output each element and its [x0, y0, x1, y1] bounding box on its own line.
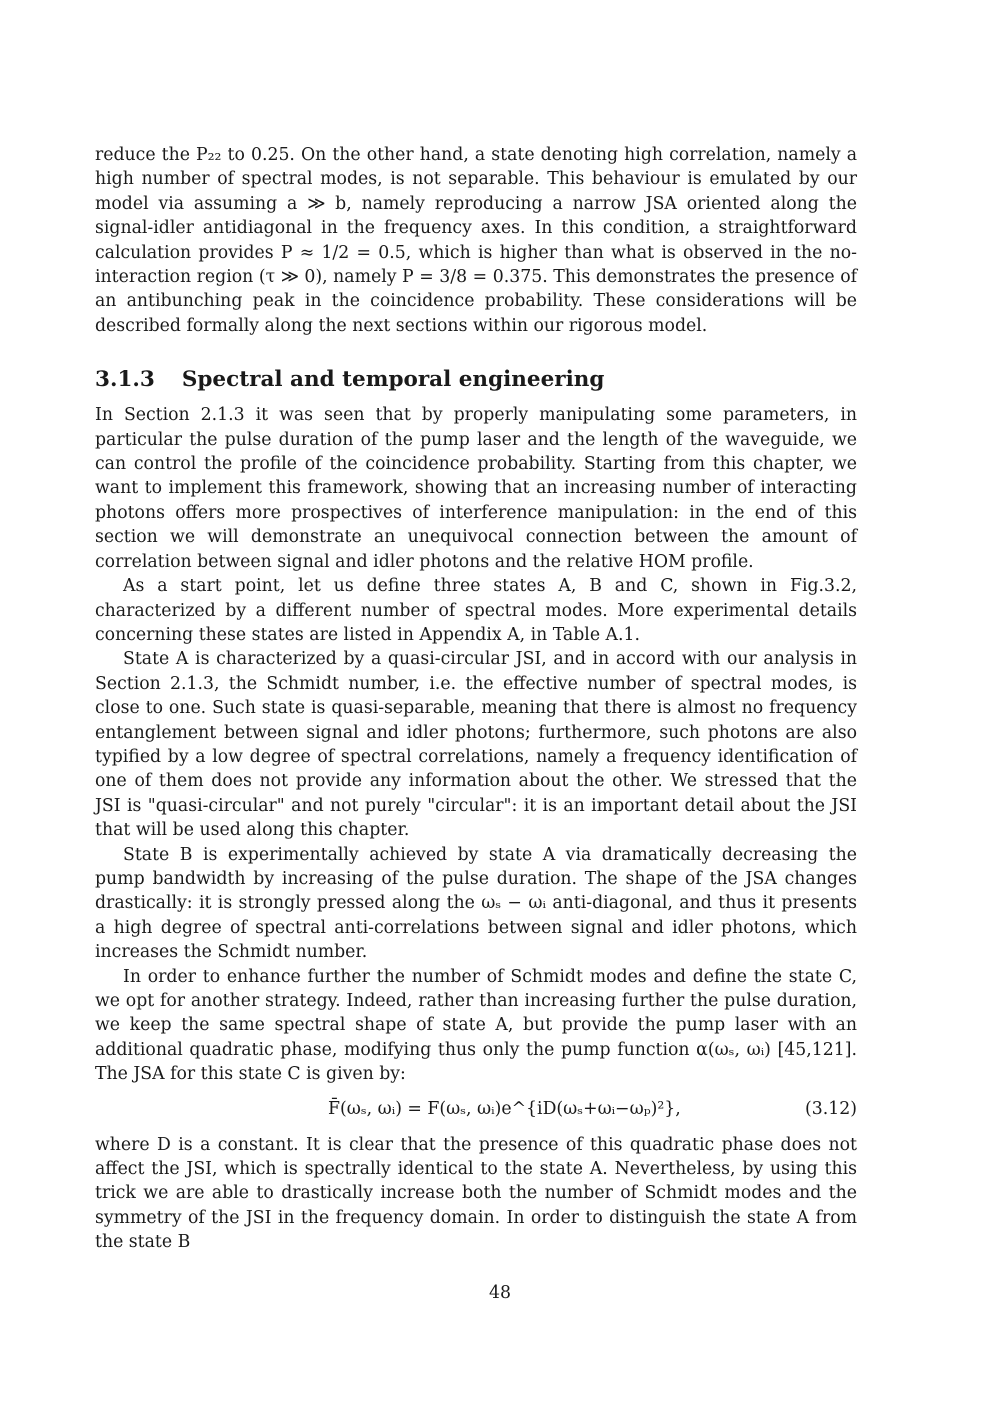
equation-number: (3.12): [805, 1098, 857, 1119]
equation-body: F̄(ωₛ, ωᵢ) = F(ωₛ, ωᵢ)e^{iD(ωₛ+ωᵢ−ωₚ)²},: [328, 1098, 681, 1119]
paragraph-7: where D is a constant. It is clear that the presence of this quadratic phase does not affect the JSI, which is spectrally identical to the state A. Nevertheless, by using this trick we are able to drastically increase both the number of Schmidt modes and the symmetry of the JSI in the frequency domain. In order to distinguish the state A from the state B: [95, 1134, 857, 1253]
paragraph-6: In order to enhance further the number of Schmidt modes and define the state C, we opt for another strategy. Indeed, rather than increasing further the pulse duration, we keep the same spectral shape of state A, but provide the pump laser with an additional quadratic phase, modifying thus only the pump function α(ωₛ, ωᵢ) [45,121]. The JSA for this state C is given by:: [95, 966, 857, 1085]
paragraph-4: State A is characterized by a quasi-circular JSI, and in accord with our analysis in Section 2.1.3, the Schmidt number, i.e. the effective number of spectral modes, is close to one. Such state is quasi-separable, meaning that there is almost no frequency entanglement between signal and idler photons; furthermore, such photons are also typified by a low degree of spectral correlations, namely a frequency identification of one of them does not provide any information about the other. We stressed that the JSI is "quasi-circular" and not purely "circular": it is an important detail about the JSI that will be used along this chapter.: [95, 649, 857, 841]
paragraph-1: reduce the P₂₂ to 0.25. On the other hand, a state denoting high correlation, namely a high number of spectral modes, is not separable. This behaviour is emulated by our model via assuming a ≫ b, namely reproducing a narrow JSA oriented along the signal-idler antidiagonal in the frequency axes. In this condition, a straightforward calculation provides P ≈ 1/2 = 0.5, which is higher than what is observed in the no-interaction region (τ ≫ 0), namely P = 3/8 = 0.375. This demonstrates the presence of an antibunching peak in the coincidence probability. These considerations will be described formally along the next sections within our rigorous model.: [95, 145, 857, 336]
section-title: Spectral and temporal engineering: [181, 367, 605, 393]
page-body: [95, 143, 857, 1255]
section-heading: [95, 367, 857, 392]
page-number: 48: [489, 1283, 511, 1303]
paragraph-2: In Section 2.1.3 it was seen that by properly manipulating some parameters, in particular the pulse duration of the pump laser and the length of the waveguide, we can control the profile of the coincidence probability. Starting from this chapter, we want to implement this framework, showing that an increasing number of interacting photons offers more prospectives of interference manipulation: in the end of this section we will demonstrate an unequivocal connection between the amount of correlation between signal and idler photons and the relative HOM profile.: [95, 405, 857, 572]
paragraph-3: As a start point, let us define three states A, B and C, shown in Fig.3.2, characterized by a different number of spectral modes. More experimental details concerning these states are listed in Appendix A, in Table A.1.: [95, 576, 857, 645]
paragraph-5: State B is experimentally achieved by state A via dramatically decreasing the pump bandwidth by increasing of the pulse duration. The shape of the JSA changes drastically: it is strongly pressed along the ωₛ − ωᵢ anti-diagonal, and thus it presents a high degree of spectral anti-correlations between signal and idler photons, which increases the Schmidt number.: [95, 844, 857, 963]
equation-3-12: [95, 1099, 857, 1123]
section-number: 3.1.3: [95, 367, 155, 393]
